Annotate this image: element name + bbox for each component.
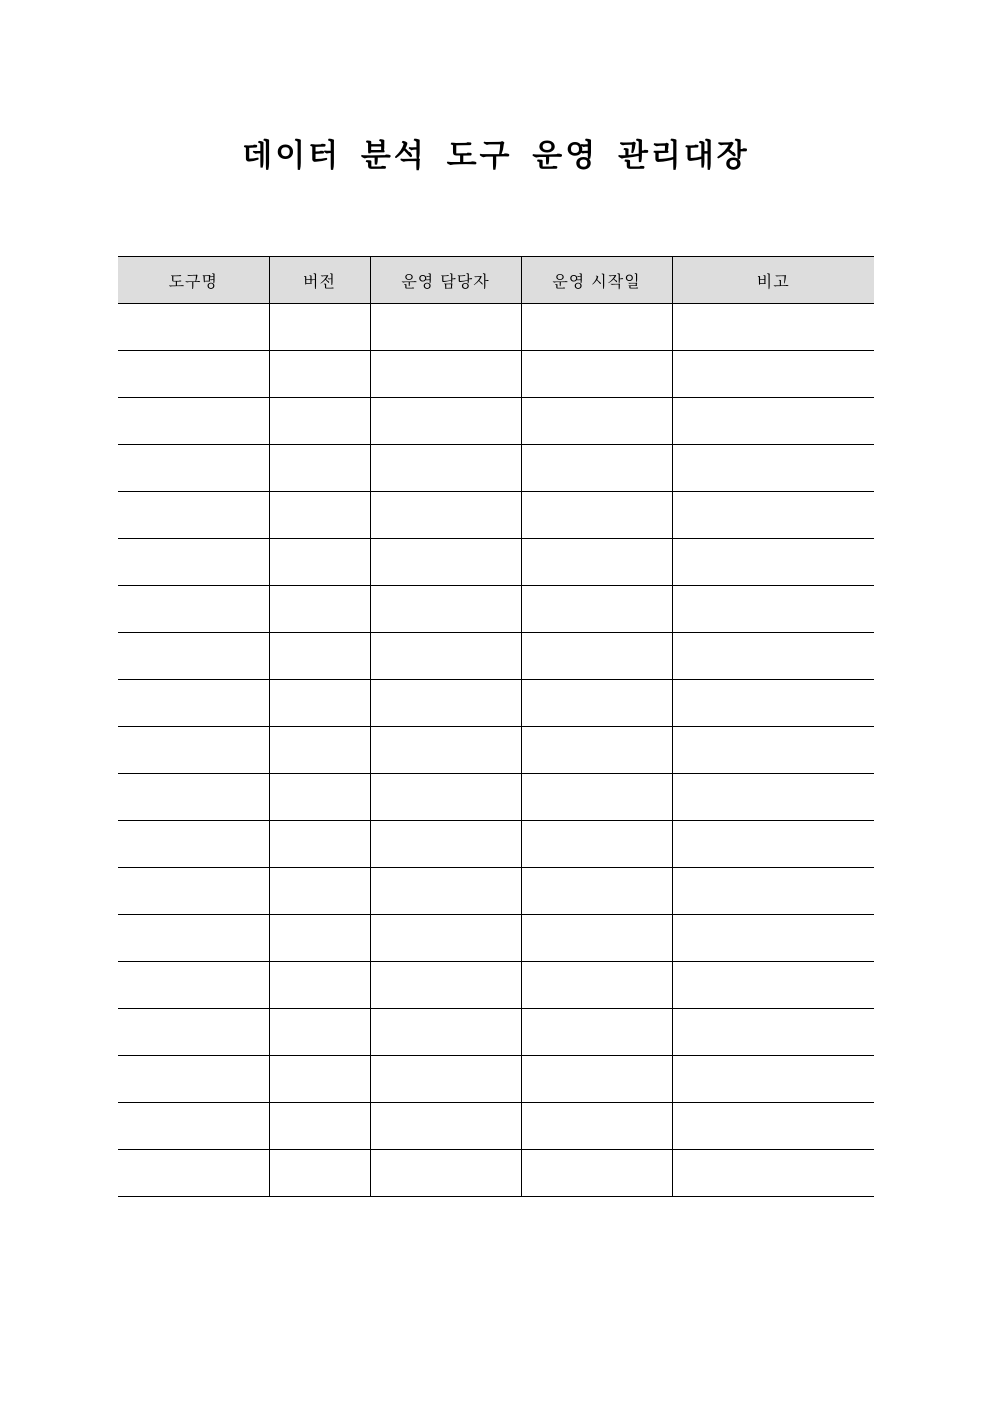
column-header-tool-name: 도구명 <box>118 257 269 304</box>
cell-version <box>269 586 370 633</box>
cell-tool-name <box>118 868 269 915</box>
column-header-manager: 운영 담당자 <box>370 257 521 304</box>
cell-remarks <box>672 1150 874 1197</box>
cell-tool-name <box>118 1150 269 1197</box>
cell-version <box>269 633 370 680</box>
cell-tool-name <box>118 727 269 774</box>
table-row <box>118 1009 874 1056</box>
cell-tool-name <box>118 445 269 492</box>
table-row <box>118 915 874 962</box>
cell-remarks <box>672 633 874 680</box>
cell-tool-name <box>118 539 269 586</box>
cell-remarks <box>672 915 874 962</box>
cell-remarks <box>672 774 874 821</box>
cell-tool-name <box>118 586 269 633</box>
cell-version <box>269 962 370 1009</box>
cell-version <box>269 445 370 492</box>
table-row <box>118 492 874 539</box>
cell-remarks <box>672 539 874 586</box>
cell-tool-name <box>118 1103 269 1150</box>
cell-version <box>269 1103 370 1150</box>
table-row <box>118 680 874 727</box>
cell-manager <box>370 398 521 445</box>
table-row <box>118 962 874 1009</box>
cell-manager <box>370 1056 521 1103</box>
table-row <box>118 586 874 633</box>
cell-start-date <box>521 774 672 821</box>
table-row <box>118 1103 874 1150</box>
table-row <box>118 1150 874 1197</box>
cell-manager <box>370 586 521 633</box>
cell-remarks <box>672 1009 874 1056</box>
cell-start-date <box>521 351 672 398</box>
cell-manager <box>370 727 521 774</box>
table-row <box>118 633 874 680</box>
cell-tool-name <box>118 774 269 821</box>
cell-manager <box>370 962 521 1009</box>
cell-tool-name <box>118 680 269 727</box>
column-header-start-date: 운영 시작일 <box>521 257 672 304</box>
cell-start-date <box>521 680 672 727</box>
cell-start-date <box>521 445 672 492</box>
cell-manager <box>370 821 521 868</box>
table-body <box>118 304 874 1197</box>
cell-remarks <box>672 445 874 492</box>
cell-version <box>269 680 370 727</box>
cell-manager <box>370 304 521 351</box>
cell-tool-name <box>118 821 269 868</box>
cell-remarks <box>672 304 874 351</box>
cell-tool-name <box>118 492 269 539</box>
table-row <box>118 821 874 868</box>
cell-start-date <box>521 727 672 774</box>
cell-start-date <box>521 539 672 586</box>
cell-start-date <box>521 398 672 445</box>
table-row <box>118 727 874 774</box>
cell-tool-name <box>118 962 269 1009</box>
cell-tool-name <box>118 304 269 351</box>
cell-manager <box>370 351 521 398</box>
table-row <box>118 1056 874 1103</box>
cell-manager <box>370 1150 521 1197</box>
cell-version <box>269 539 370 586</box>
cell-manager <box>370 1103 521 1150</box>
cell-version <box>269 1150 370 1197</box>
cell-remarks <box>672 680 874 727</box>
table-row <box>118 539 874 586</box>
cell-version <box>269 774 370 821</box>
ledger-table <box>118 256 874 1197</box>
cell-tool-name <box>118 351 269 398</box>
cell-start-date <box>521 586 672 633</box>
table-header-row <box>118 257 874 304</box>
cell-manager <box>370 539 521 586</box>
cell-start-date <box>521 1150 672 1197</box>
cell-start-date <box>521 915 672 962</box>
cell-tool-name <box>118 398 269 445</box>
page-title: 데이터 분석 도구 운영 관리대장 <box>242 138 750 174</box>
cell-start-date <box>521 304 672 351</box>
cell-remarks <box>672 492 874 539</box>
cell-version <box>269 304 370 351</box>
table-row <box>118 868 874 915</box>
table-row <box>118 774 874 821</box>
cell-remarks <box>672 727 874 774</box>
column-header-remarks: 비고 <box>672 257 874 304</box>
cell-manager <box>370 1009 521 1056</box>
cell-manager <box>370 774 521 821</box>
cell-remarks <box>672 868 874 915</box>
cell-start-date <box>521 1009 672 1056</box>
cell-manager <box>370 445 521 492</box>
cell-start-date <box>521 492 672 539</box>
cell-manager <box>370 915 521 962</box>
cell-version <box>269 868 370 915</box>
table-row <box>118 398 874 445</box>
cell-start-date <box>521 1103 672 1150</box>
cell-version <box>269 351 370 398</box>
cell-version <box>269 398 370 445</box>
cell-version <box>269 1056 370 1103</box>
cell-version <box>269 821 370 868</box>
table-row <box>118 304 874 351</box>
cell-start-date <box>521 1056 672 1103</box>
column-header-version: 버전 <box>269 257 370 304</box>
cell-manager <box>370 633 521 680</box>
cell-manager <box>370 868 521 915</box>
cell-version <box>269 492 370 539</box>
cell-remarks <box>672 821 874 868</box>
cell-remarks <box>672 962 874 1009</box>
cell-start-date <box>521 868 672 915</box>
cell-remarks <box>672 398 874 445</box>
cell-version <box>269 727 370 774</box>
cell-start-date <box>521 821 672 868</box>
cell-manager <box>370 492 521 539</box>
cell-version <box>269 1009 370 1056</box>
cell-remarks <box>672 1103 874 1150</box>
cell-tool-name <box>118 1009 269 1056</box>
cell-start-date <box>521 962 672 1009</box>
cell-tool-name <box>118 633 269 680</box>
cell-start-date <box>521 633 672 680</box>
cell-tool-name <box>118 1056 269 1103</box>
cell-remarks <box>672 586 874 633</box>
table-row <box>118 351 874 398</box>
cell-tool-name <box>118 915 269 962</box>
table-row <box>118 445 874 492</box>
cell-manager <box>370 680 521 727</box>
cell-remarks <box>672 351 874 398</box>
cell-version <box>269 915 370 962</box>
cell-remarks <box>672 1056 874 1103</box>
